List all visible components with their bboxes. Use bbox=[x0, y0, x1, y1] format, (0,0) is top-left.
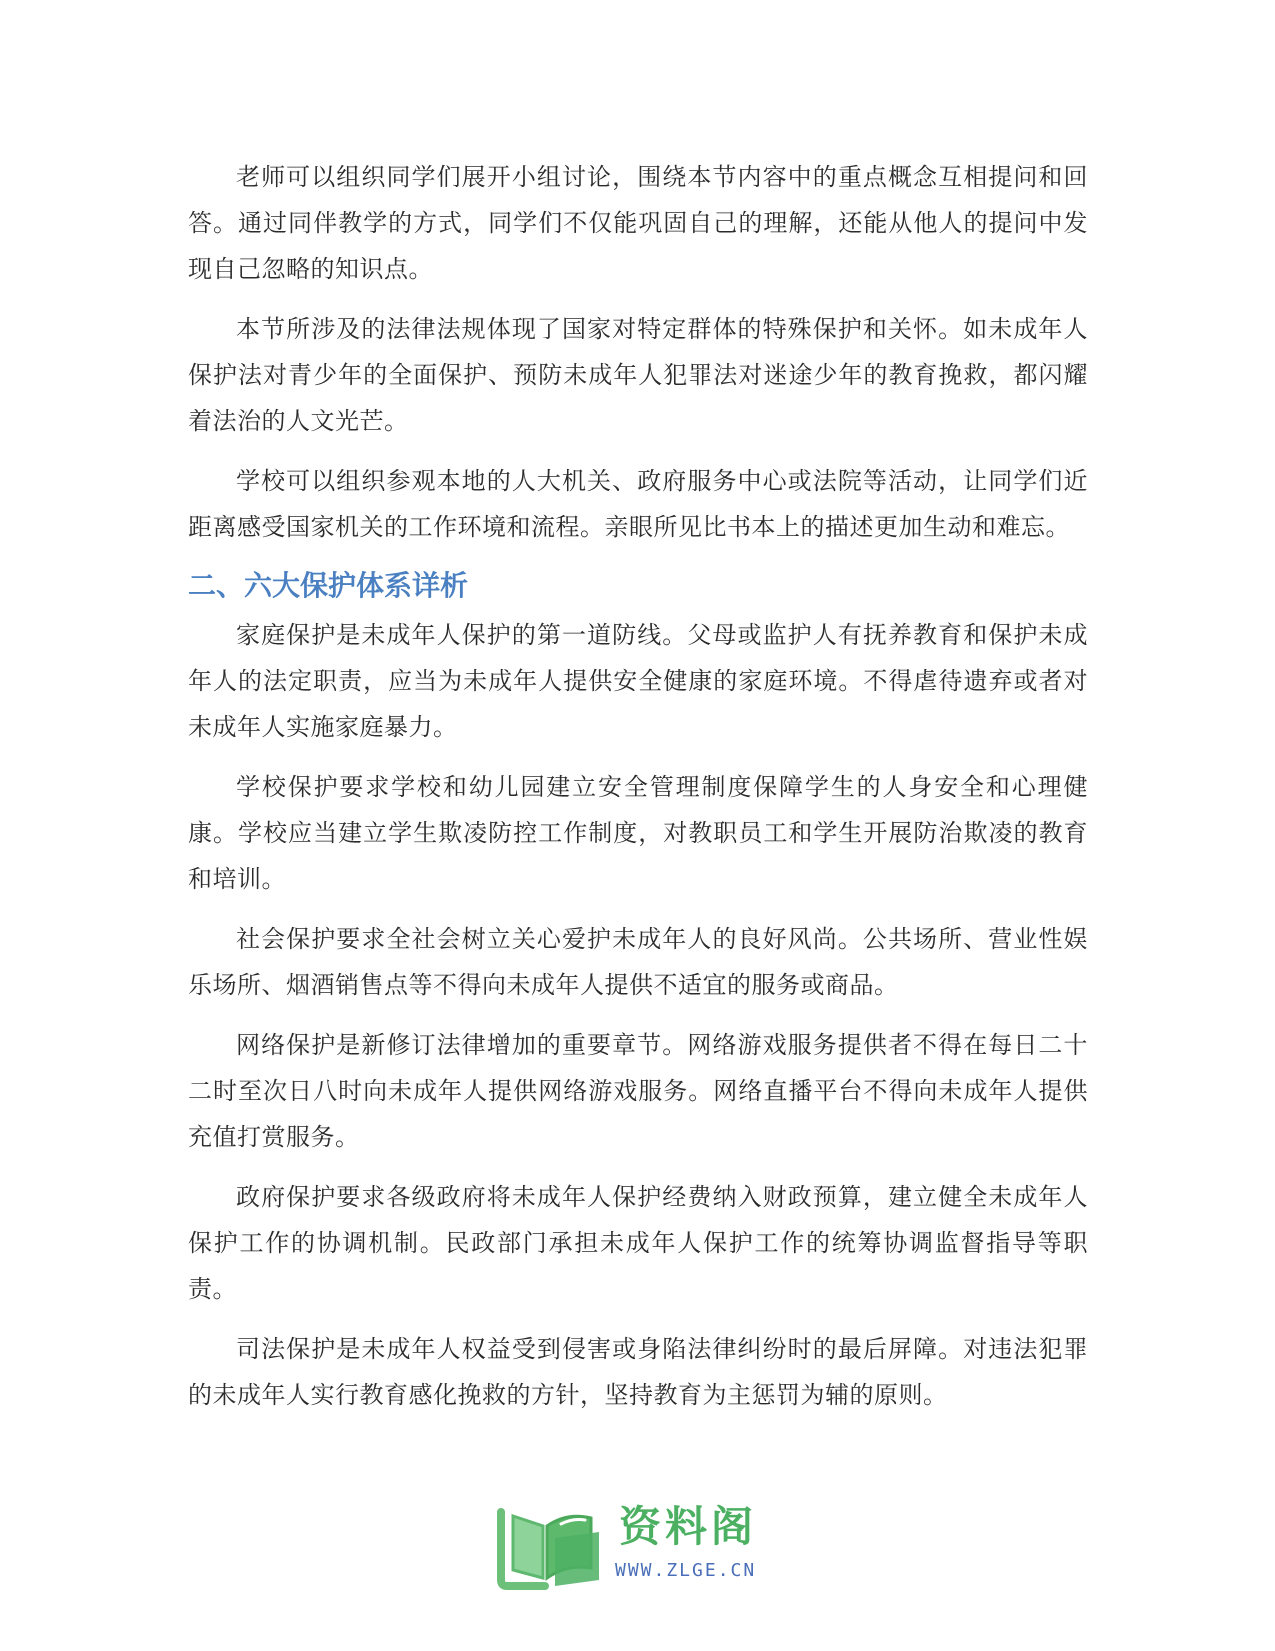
paragraph: 社会保护要求全社会树立关心爱护未成年人的良好风尚。公共场所、营业性娱乐场所、烟酒销售点等不得向未成年人提供不适宜的服务或商品。 bbox=[188, 925, 1088, 999]
page-content bbox=[188, 154, 1088, 1432]
paragraph: 学校保护要求学校和幼儿园建立安全管理制度保障学生的人身安全和心理健康。学校应当建立学生欺凌防控工作制度，对教职员工和学生开展防治欺凌的教育和培训。 bbox=[188, 773, 1088, 893]
paragraph: 司法保护是未成年人权益受到侵害或身陷法律纠纷时的最后屏障。对违法犯罪的未成年人实行教育感化挽救的方针，坚持教育为主惩罚为辅的原则。 bbox=[188, 1335, 1088, 1409]
footer-logo bbox=[495, 1502, 795, 1592]
paragraph: 老师可以组织同学们展开小组讨论，围绕本节内容中的重点概念互相提问和回答。通过同伴教学的方式，同学们不仅能巩固自己的理解，还能从他人的提问中发现自己忽略的知识点。 bbox=[188, 163, 1088, 283]
open-book-icon bbox=[495, 1502, 607, 1590]
paragraph: 本节所涉及的法律法规体现了国家对特定群体的特殊保护和关怀。如未成年人保护法对青少年的全面保护、预防未成年人犯罪法对迷途少年的教育挽救，都闪耀着法治的人文光芒。 bbox=[188, 315, 1088, 435]
paragraph: 学校可以组织参观本地的人大机关、政府服务中心或法院等活动，让同学们近距离感受国家机关的工作环境和流程。亲眼所见比书本上的描述更加生动和难忘。 bbox=[188, 467, 1088, 541]
paragraph: 政府保护要求各级政府将未成年人保护经费纳入财政预算，建立健全未成年人保护工作的协调机制。民政部门承担未成年人保护工作的统筹协调监督指导等职责。 bbox=[188, 1183, 1088, 1303]
logo-url: WWW.ZLGE.CN bbox=[615, 1560, 757, 1581]
logo-name: 资料阁 bbox=[619, 1502, 758, 1551]
paragraph: 家庭保护是未成年人保护的第一道防线。父母或监护人有抚养教育和保护未成年人的法定职责，应当为未成年人提供安全健康的家庭环境。不得虐待遗弃或者对未成年人实施家庭暴力。 bbox=[188, 621, 1088, 741]
section-heading: 二、六大保护体系详析 bbox=[188, 569, 469, 602]
paragraph: 网络保护是新修订法律增加的重要章节。网络游戏服务提供者不得在每日二十二时至次日八时向未成年人提供网络游戏服务。网络直播平台不得向未成年人提供充值打赏服务。 bbox=[188, 1031, 1088, 1151]
